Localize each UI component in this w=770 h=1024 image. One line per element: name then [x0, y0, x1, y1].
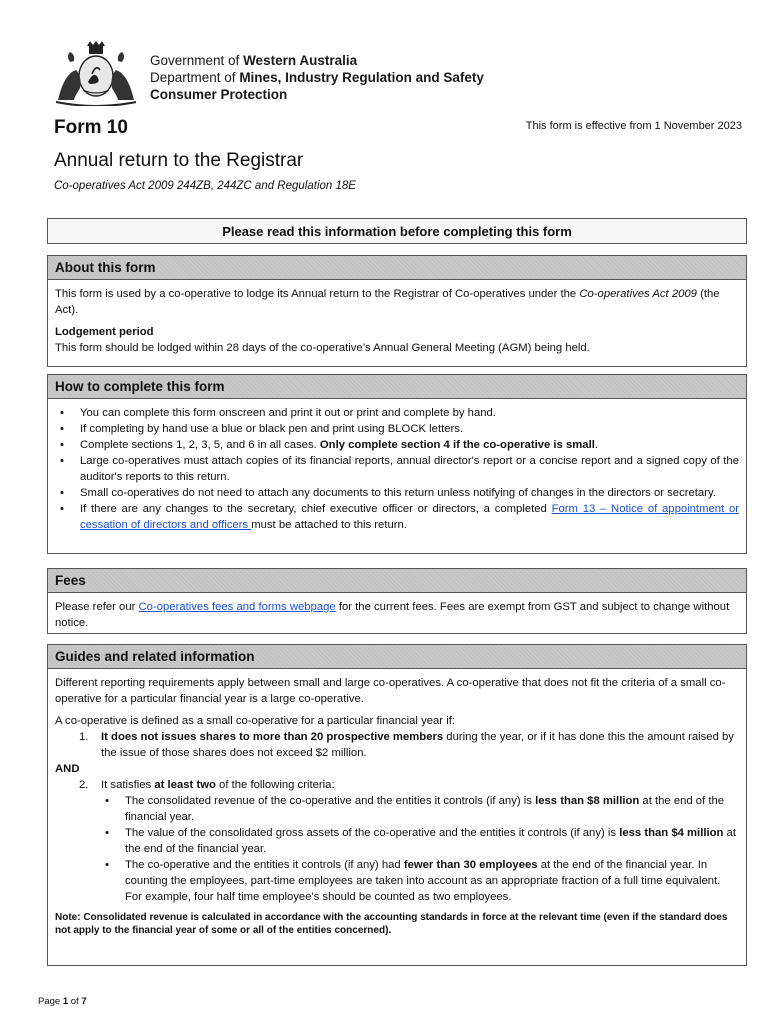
- how-section: [47, 374, 747, 554]
- sub-criteria-revenue: • The consolidated revenue of the co-operative and the entities it controls (if any) is less than $8 million at the end of the financial year.: [55, 793, 739, 825]
- sub-criteria-assets: • The value of the consolidated gross assets of the co-operative and the entities it controls (if any) is less than $4 million at the end of the financial year.: [55, 825, 739, 857]
- effective-date: This form is effective from 1 November 2023: [525, 120, 742, 132]
- wa-coat-of-arms-logo: [50, 40, 142, 106]
- form-13-link[interactable]: Form 13 – Notice of appointment or cessation of directors and officers: [80, 503, 739, 531]
- form-title: Annual return to the Registrar: [54, 150, 304, 171]
- criteria-item-1: 1. It does not issues shares to more than 20 prospective members during the year, or if it has done this the amount raised by the issue of those shares does not exceed $2 million.: [79, 731, 734, 759]
- page-header: [50, 40, 520, 106]
- how-heading: How to complete this form: [48, 375, 746, 399]
- consolidated-revenue-note: Note: Consolidated revenue is calculated in accordance with the accounting standards in force at the relevant time (even if the standard does not apply to the financial year of some or all of the entities concerned).: [55, 912, 728, 936]
- list-item: • Large co-operatives must attach copies of its financial reports, annual director's report or a concise report and a signed copy of the auditor's reports to this return.: [55, 453, 739, 485]
- list-item: • You can complete this form onscreen and print it out or print and complete by hand.: [55, 405, 739, 421]
- lodgement-text: This form should be lodged within 28 days of the co-operative’s Annual General Meeting (AGM) being held.: [55, 342, 590, 354]
- fees-body: [48, 593, 746, 641]
- about-body: [48, 280, 746, 366]
- guides-heading: Guides and related information: [48, 645, 746, 669]
- guides-paragraph: Different reporting requirements apply between small and large co-operatives. A co-operative that does not fit the criteria of a small co-operative for a particular financial year is a large co-operative.: [55, 677, 726, 705]
- about-heading: About this form: [48, 256, 746, 280]
- list-item: • If completing by hand use a blue or black pen and print using BLOCK letters.: [55, 421, 739, 437]
- how-body: [48, 399, 746, 537]
- list-item: • Small co-operatives do not need to attach any documents to this return unless notifying of changes in the directors or secretary.: [55, 485, 739, 501]
- list-item: • Complete sections 1, 2, 3, 5, and 6 in all cases. Only complete section 4 if the co-operative is small.: [55, 437, 739, 453]
- department-lines: [150, 52, 484, 106]
- gov-line: Government of Western Australia: [150, 53, 358, 68]
- criteria-item-2: 2. It satisfies at least two of the following criteria:: [79, 779, 335, 791]
- fees-heading: Fees: [48, 569, 746, 593]
- list-item: • If there are any changes to the secretary, chief executive officer or directors, a completed Form 13 – Notice of appointment or cessation of directors and officers must be attached to this return.: [55, 501, 739, 533]
- about-paragraph: This form is used by a co-operative to lodge its Annual return to the Registrar of Co-operatives under the Co-operatives Act 2009 (the Act).: [55, 288, 720, 316]
- dept-line: Department of Mines, Industry Regulation and Safety: [150, 70, 484, 85]
- about-section: [47, 255, 747, 367]
- page-footer: Page 1 of 7: [38, 996, 87, 1007]
- act-reference: Co-operatives Act 2009 244ZB, 244ZC and Regulation 18E: [54, 180, 356, 192]
- lodgement-heading: Lodgement period: [55, 326, 154, 338]
- and-connector: AND: [55, 763, 80, 775]
- form-number: Form 10: [54, 117, 128, 138]
- fees-webpage-link[interactable]: Co-operatives fees and forms webpage: [138, 601, 336, 613]
- sub-criteria-employees: • The co-operative and the entities it controls (if any) had fewer than 30 employees at the end of the financial year. In counting the employees, part-time employees are taken into account as an appropriate fraction of a full time equivalent. For example, four half time employee's should be counted as two employees.: [55, 857, 739, 905]
- guides-body: [48, 669, 746, 941]
- fees-text: Please refer our Co-operatives fees and forms webpage for the current fees. Fees are exempt from GST and subject to change without notice.: [55, 601, 730, 629]
- guides-definition: A co-operative is defined as a small co-operative for a particular financial year if:: [55, 715, 455, 727]
- read-notice: Please read this information before completing this form: [47, 218, 747, 244]
- division-line: Consumer Protection: [150, 87, 288, 102]
- fees-section: [47, 568, 747, 634]
- guides-section: [47, 644, 747, 966]
